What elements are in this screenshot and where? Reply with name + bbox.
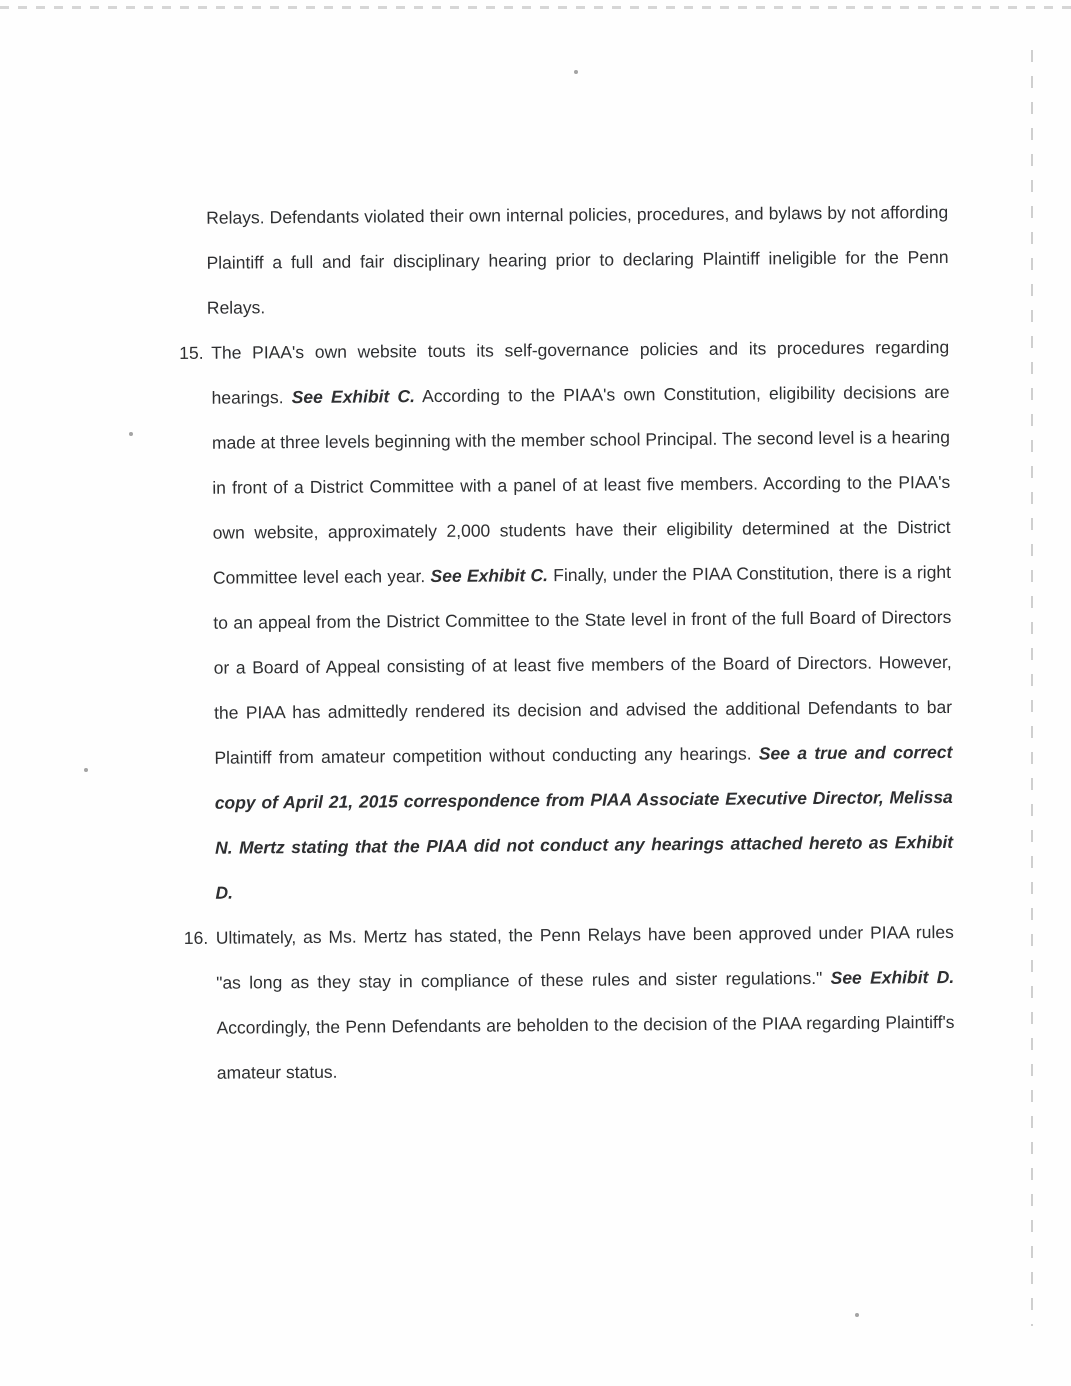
- paragraph-16: [184, 910, 955, 1096]
- scan-speck: [855, 1313, 859, 1317]
- paragraph-15: [179, 325, 954, 916]
- scan-speck: [129, 432, 133, 436]
- paragraph-text: [216, 910, 955, 1096]
- scan-speck: [84, 768, 88, 772]
- scan-speck: [574, 70, 578, 74]
- paragraph-text: [211, 325, 954, 916]
- segment-text: Ultimately, as Ms. Mertz has stated, the Penn Relays have been approved under PIAA rules "as long as they stay in compliance of these rules and sister regulations.": [215, 921, 954, 993]
- paragraph-number: 16.: [183, 927, 209, 948]
- segment-exhibit-c-second: See Exhibit C.: [430, 565, 549, 587]
- segment-text: The PIAA's own website touts its self-governance policies and its procedures regarding hearings.: [211, 336, 950, 408]
- segment-exhibit-d: See Exhibit D.: [830, 966, 955, 988]
- scan-edge-artifact-top: [0, 6, 1071, 9]
- paragraph-text: Relays. Defendants violated their own internal policies, procedures, and bylaws by not affording Plaintiff a full and fair disciplinary hearing prior to declaring Plaintiff ineligible for the Penn Relays.: [206, 201, 949, 318]
- segment-text: Accordingly, the Penn Defendants are beholden to the decision of the PIAA regarding Plaintiff's amateur status.: [216, 1011, 955, 1083]
- scan-edge-artifact-right: [1031, 50, 1033, 1326]
- paragraph-continued: [178, 190, 949, 331]
- document-text-body: [178, 190, 955, 1096]
- paragraph-number: 15.: [179, 342, 204, 363]
- segment-text: According to the PIAA's own Constitution, eligibility decisions are made at three levels beginning with the member school Principal. The second level is a hearing in front of a District Committee with a panel of at least five members. According to the PIAA's own website, approximately 2,000 students have their eligibility determined at the District Committee level each year.: [211, 381, 951, 588]
- segment-text: Finally, under the PIAA Constitution, there is a right to an appeal from the District Committee to the State level in front of the full Board of Directors or a Board of Appeal consisting of at least five members of the Board of Directors. However, the PIAA has admittedly rendered its decision and advised the additional Defendants to bar Plaintiff from amateur competition without conducting any hearings.: [213, 561, 953, 768]
- segment-exhibit-c-first: See Exhibit C.: [291, 386, 416, 408]
- segment-exhibit-d-citation: See a true and correct copy of April 21, 2015 correspondence from PIAA Associate Executive Director, Melissa N. Mertz stating that the PIAA did not conduct any hearings attached hereto as Exhibit D.: [214, 741, 954, 903]
